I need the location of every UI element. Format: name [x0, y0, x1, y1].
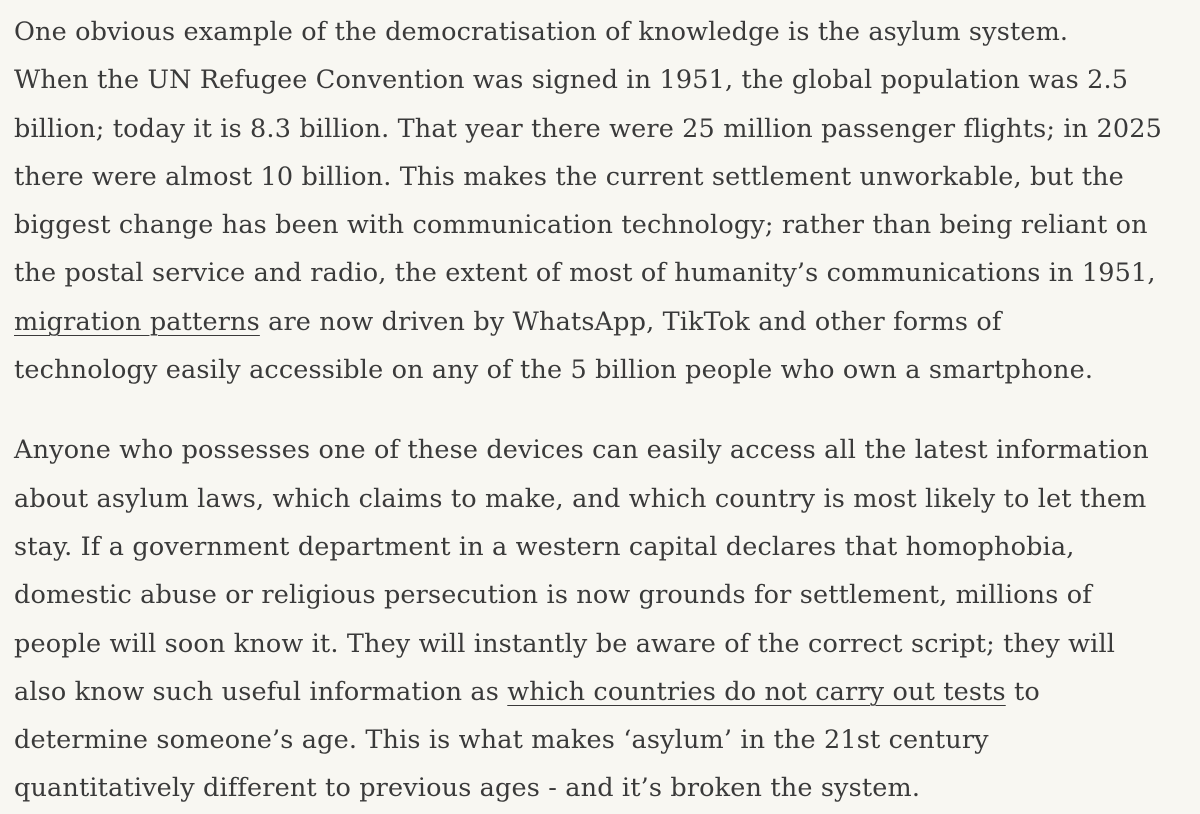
text-line [14, 668, 1190, 716]
text-line: biggest change has been with communication technology; rather than being reliant on [14, 210, 1148, 241]
text-segment: are now driven by WhatsApp, TikTok and other forms of [259, 306, 1002, 337]
text-line: technology easily accessible on any of the 5 billion people who own a smartphone. [14, 355, 1094, 386]
article-body [14, 0, 1190, 813]
text-line [14, 298, 1190, 346]
text-line: Anyone who possesses one of these devices can easily access all the latest information [14, 435, 1149, 466]
text-line: One obvious example of the democratisation of knowledge is the asylum system. [14, 17, 1069, 47]
paragraph [14, 426, 1190, 812]
paragraph [14, 8, 1190, 394]
text-segment: to [1005, 676, 1040, 707]
text-line: domestic abuse or religious persecution is now grounds for settlement, millions of [14, 580, 1092, 611]
migration-patterns-link[interactable]: migration patterns [14, 306, 260, 337]
text-line: there were almost 10 billion. This makes the current settlement unworkable, but the [14, 161, 1124, 192]
text-line: stay. If a government department in a western capital declares that homophobia, [14, 531, 1075, 562]
text-line: determine someone’s age. This is what makes ‘asylum’ in the 21st century [14, 725, 989, 756]
text-line: When the UN Refugee Convention was signed in 1951, the global population was 2.5 [14, 65, 1129, 96]
text-line: people will soon know it. They will instantly be aware of the correct script; they will [14, 628, 1116, 659]
text-line: quantitatively different to previous ages - and it’s broken the system. [14, 773, 921, 804]
age-tests-countries-link[interactable]: which countries do not carry out tests [507, 676, 1006, 707]
text-line: the postal service and radio, the extent of most of humanity’s communications in 1951, [14, 258, 1156, 289]
text-line: billion; today it is 8.3 billion. That year there were 25 million passenger flights; in 2025 [14, 113, 1163, 144]
text-line: about asylum laws, which claims to make, and which country is most likely to let them [14, 483, 1147, 514]
text-segment: also know such useful information as [14, 676, 508, 707]
